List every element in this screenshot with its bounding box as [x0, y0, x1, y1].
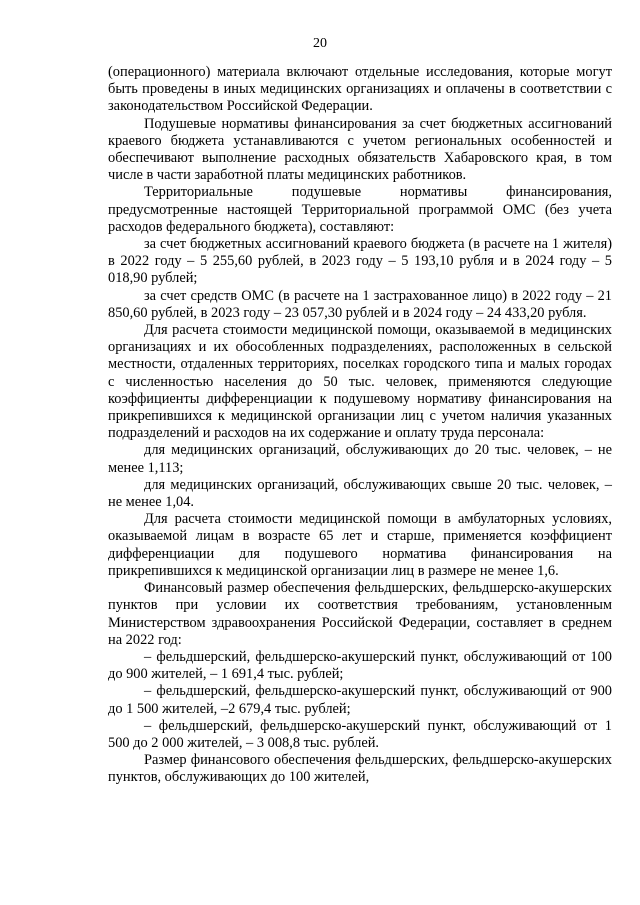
paragraph-coefficient-over-20k: для медицинских организаций, обслуживающих свыше 20 тыс. человек, – не менее 1,04. [108, 476, 612, 511]
paragraph-regional-budget-norm: за счет бюджетных ассигнований краевого бюджета (в расчете на 1 жителя) в 2022 году – 5 255,60 рублей, в 2023 году – 5 193,10 рубля и в 2024 году – 5 018,90 рублей; [108, 236, 612, 287]
list-item-1500-2000: – фельдшерский, фельдшерско-акушерский пункт, обслуживающий от 1 500 до 2 000 жителей, – 3 008,8 тыс. рублей. [108, 717, 612, 751]
paragraph-territorial-norms: Территориальные подушевые нормативы финансирования, предусмотренные настоящей Территориальной программой ОМС (без учета расходов федерального бюджета), составляют: [108, 184, 612, 235]
paragraph-per-capita-norms: Подушевые нормативы финансирования за счет бюджетных ассигнований краевого бюджета устанавливаются с учетом региональных особенностей и обеспечивают выполнение расходных обязательств Хабаровского края, в том числе в части заработной платы медицинских работников. [108, 115, 612, 184]
paragraph-oms-norm: за счет средств ОМС (в расчете на 1 застрахованное лицо) в 2022 году – 21 850,60 рублей, в 2023 году – 23 057,30 рублей и в 2024 году – 24 433,20 рубля. [108, 287, 612, 321]
list-item-100-900: – фельдшерский, фельдшерско-акушерский пункт, обслуживающий от 100 до 900 жителей, – 1 691,4 тыс. рублей; [108, 648, 612, 683]
paragraph-coefficient-under-20k: для медицинских организаций, обслуживающих до 20 тыс. человек, – не менее 1,113; [108, 442, 612, 476]
paragraph-under-100-residents: Размер финансового обеспечения фельдшерских, фельдшерско-акушерских пунктов, обслуживающих до 100 жителей, [108, 752, 612, 786]
paragraph-rural-coefficients: Для расчета стоимости медицинской помощи, оказываемой в медицинских организациях и их обособленных подразделениях, расположенных в сельской местности, отдаленных территориях, поселках городского типа и малых городах с численностью населения до 50 тыс. человек, применяются следующие коэффициенты дифференциации к подушевому нормативу финансирования на прикрепившихся к медицинской организации лиц с учетом наличия указанных подразделений и расходов на их содержание и оплату труда персонала: [108, 322, 612, 442]
paragraph-feldsher-funding: Финансовый размер обеспечения фельдшерских, фельдшерско-акушерских пунктов при условии их соответствия требованиям, установленным Министерством здравоохранения Российской Федерации, составляет в среднем на 2022 год: [108, 580, 612, 648]
page-number: 20 [313, 36, 327, 51]
document-body [108, 64, 612, 787]
paragraph-continuation: (операционного) материала включают отдельные исследования, которые могут быть проведены в иных медицинских организациях и оплачены в соответствии с законодательством Российской Федерации. [108, 64, 612, 115]
paragraph-elderly-coefficient: Для расчета стоимости медицинской помощи в амбулаторных условиях, оказываемой лицам в возрасте 65 лет и старше, применяется коэффициент дифференциации для подушевого норматива финансирования на прикрепившихся к медицинской организации лиц в размере не менее 1,6. [108, 511, 612, 579]
list-item-900-1500: – фельдшерский, фельдшерско-акушерский пункт, обслуживающий от 900 до 1 500 жителей, –2 679,4 тыс. рублей; [108, 683, 612, 717]
